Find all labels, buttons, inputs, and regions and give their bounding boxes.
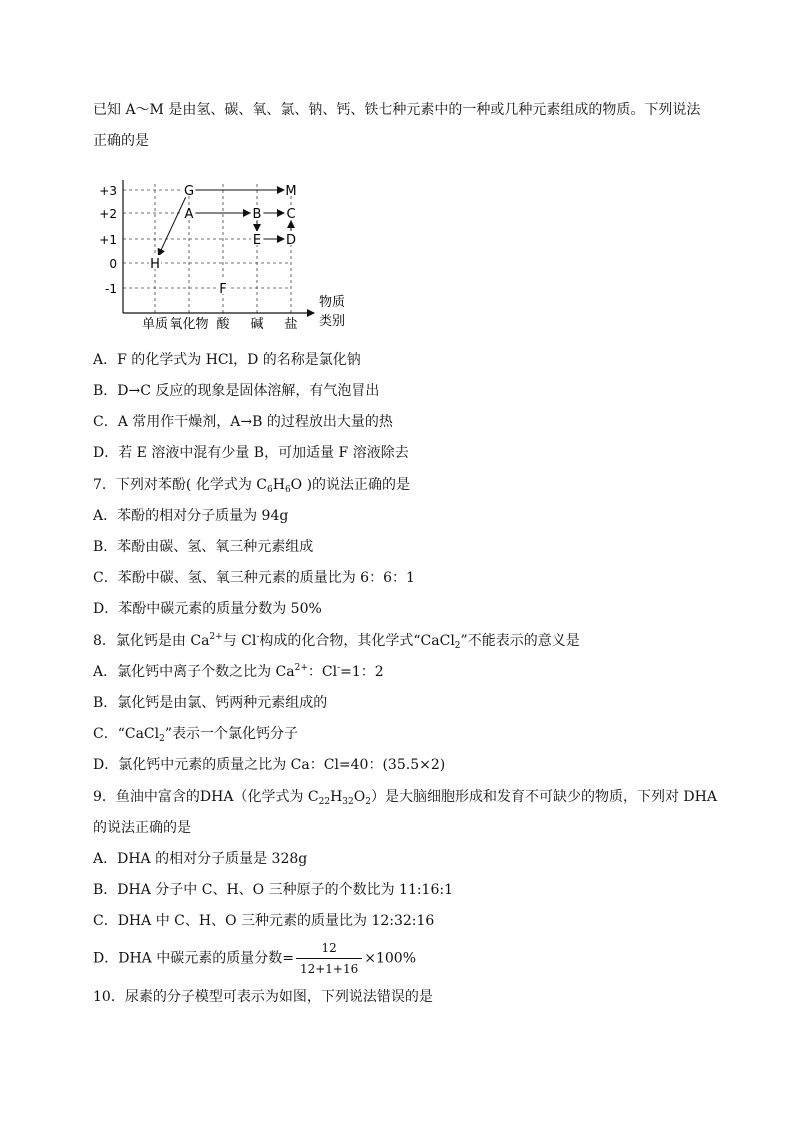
point-label: G	[183, 184, 195, 199]
point-label: A	[184, 207, 194, 222]
point-label: B	[252, 207, 262, 222]
x-category-label: 盐	[284, 317, 298, 332]
mass-fraction: $\frac{12}{12+1+16}$	[296, 938, 362, 979]
q6-option-d: D．若 E 溶液中混有少量 B，可加适量 F 溶液除去	[93, 445, 409, 461]
q7-option-a: A．苯酚的相对分子质量为 94g	[93, 508, 289, 524]
point-label: F	[219, 282, 227, 297]
point-label: H	[150, 257, 160, 272]
y-tick-label: +1	[99, 233, 117, 247]
q6-option-c: C．A 常用作干燥剂，A→B 的过程放出大量的热	[93, 414, 393, 430]
x-axis-label-2: 类别	[319, 314, 346, 329]
q6-option-b: B．D→C 反应的现象是固体溶解，有气泡冒出	[93, 383, 380, 399]
x-category-label: 酸	[216, 317, 230, 332]
q8-stem: 8．氯化钙是由 $Ca^{2+}$与 Cl-构成的化合物，其化学式“CaCl$_2$”不能表示的意义是	[93, 632, 580, 651]
point-label: C	[286, 207, 296, 222]
q8-option-d: D．氯化钙中元素的质量之比为 Ca：Cl=40：(35.5×2)	[93, 757, 446, 773]
q7-stem: 7．下列对苯酚( 化学式为 $C_6H_6O$ )的说法正确的是	[93, 477, 411, 495]
q9-stem-line2: 的说法正确的是	[93, 820, 191, 836]
q7-option-c: C．苯酚中碳、氢、氧三种元素的质量比为 6：6：1	[93, 570, 415, 586]
q9-option-c: C．DHA 中 C、H、O 三种元素的质量比为 12:32:16	[93, 913, 435, 929]
x-category-label: 碱	[250, 317, 264, 332]
q7-option-b: B．苯酚由碳、氢、氧三种元素组成	[93, 539, 314, 555]
point-label: M	[285, 184, 297, 199]
dashed-grid	[123, 184, 291, 313]
x-category-label: 单质	[141, 317, 169, 332]
q7-option-d: D．苯酚中碳元素的质量分数为 50%	[93, 601, 322, 617]
y-tick-label: -1	[105, 282, 117, 296]
y-tick-label: +2	[99, 207, 117, 221]
q9-option-a: A．DHA 的相对分子质量是 328g	[93, 851, 308, 867]
x-category-label: 氧化物	[169, 317, 209, 332]
reaction-arrows	[158, 190, 291, 256]
point-label: D	[285, 233, 297, 248]
y-tick-label: 0	[109, 257, 117, 271]
arrow-G-H	[158, 197, 185, 255]
point-label: E	[252, 233, 262, 248]
q6-option-a: A．F 的化学式为 HCl，D 的名称是氯化钠	[93, 352, 361, 368]
valence-category-diagram	[93, 172, 363, 332]
q8-option-a: A．氯化钙中离子个数之比为 $Ca^{2+}$：Cl-=1：2	[93, 663, 384, 680]
q8-option-c: C．“CaCl$_2$”表示一个氯化钙分子	[93, 726, 299, 744]
q9-option-b: B．DHA 分子中 C、H、O 三种原子的个数比为 11:16:1	[93, 882, 454, 898]
q6-stem-line1: 已知 A～M 是由氢、碳、氧、氯、钠、钙、铁七种元素中的一种或几种元素组成的物质。下列说法	[93, 102, 701, 118]
q8-option-b: B．氯化钙是由氯、钙两种元素组成的	[93, 695, 328, 711]
x-axis-label-1: 物质	[319, 295, 346, 310]
y-tick-label: +3	[99, 184, 117, 198]
q9-stem-line1: 9．鱼油中富含的DHA（化学式为 $C_{22}H_{32}O_2$）是大脑细胞形成和发育不可缺少的物质，下列对 DHA	[93, 789, 717, 807]
q10-stem: 10．尿素的分子模型可表示为如图，下列说法错误的是	[93, 989, 433, 1005]
q9-option-d: D．DHA 中碳元素的质量分数= $\frac{12}{12+1+16}$ ×100%	[93, 938, 416, 979]
q6-stem-line2: 正确的是	[93, 133, 149, 149]
